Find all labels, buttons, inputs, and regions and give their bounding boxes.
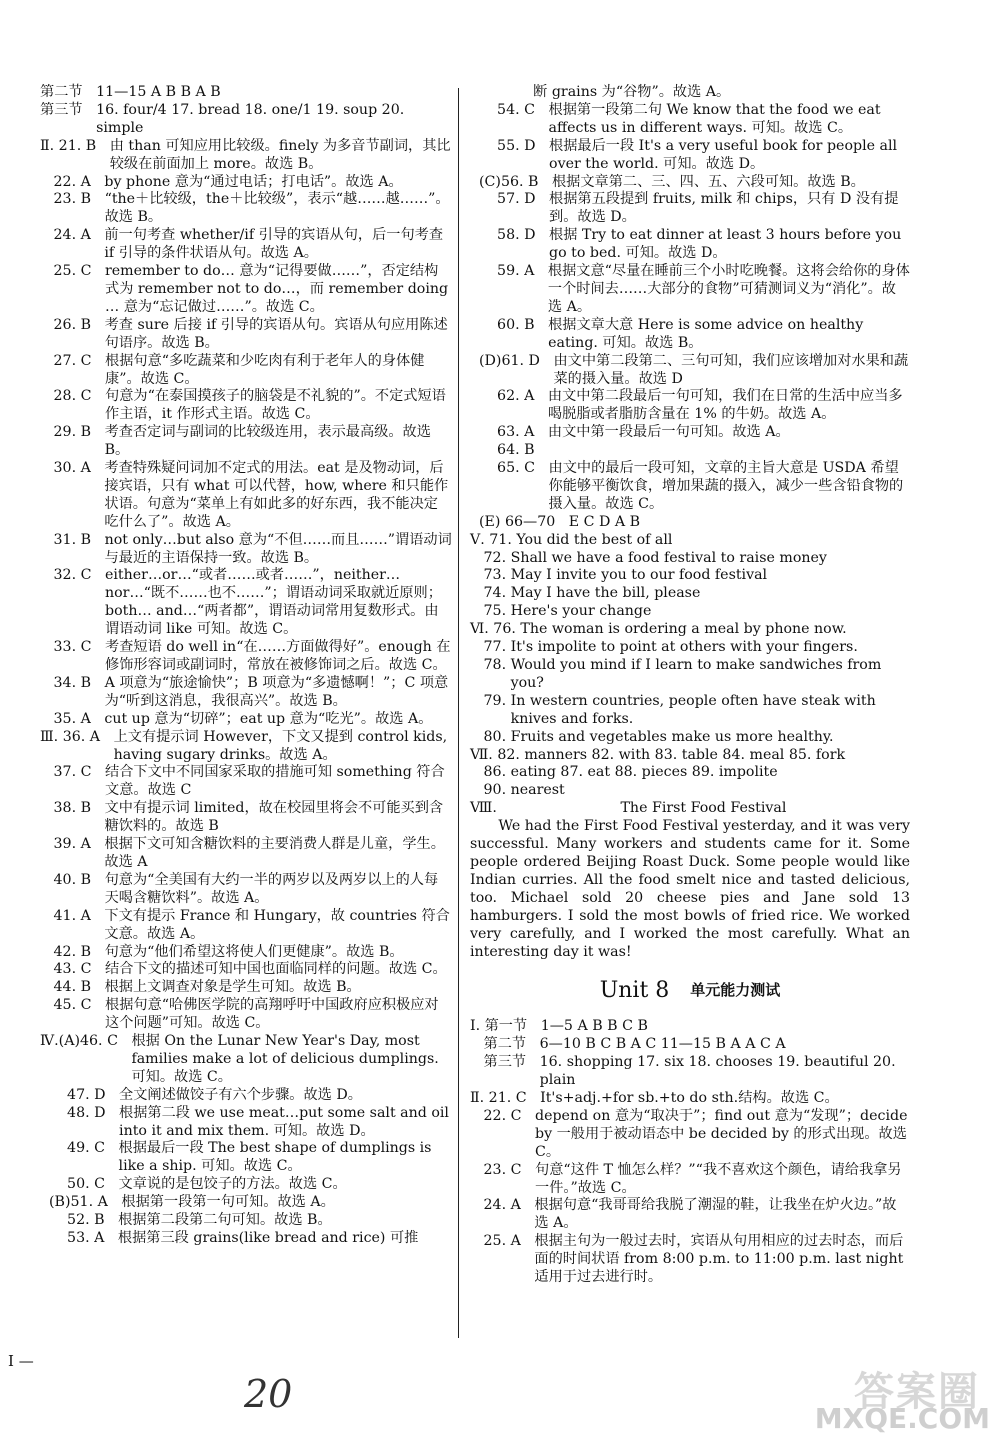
answer-number: 32. C <box>40 567 105 584</box>
answer-item <box>470 191 910 227</box>
answer-item <box>40 191 452 227</box>
answer-explanation: It's+adj.+for sb.+to do sth.结构。故选 C。 <box>540 1090 839 1107</box>
answer-item <box>470 442 910 460</box>
answer-number: 40. B <box>40 871 105 888</box>
answer-explanation: 根据句意“我哥哥给我脱了潮湿的鞋，让我坐在炉火边。”故选 A。 <box>534 1197 897 1232</box>
answer-number: 79. <box>470 692 511 709</box>
answer-explanation: 根据句意“哈佛医学院的高翔呼吁中国政府应积极应对这个问题”可知。故选 C。 <box>105 997 439 1032</box>
answer-explanation: cut up 意为“切碎”；eat up 意为“吃光”。故选 A。 <box>104 710 433 727</box>
answer-item <box>40 1230 452 1248</box>
answer-item <box>40 944 452 962</box>
answer-explanation: 根据文章大意 Here is some advice on healthy eating. 可知。故选 B。 <box>548 316 864 351</box>
answer-item <box>40 675 452 711</box>
answer-item <box>470 657 910 693</box>
answer-explanation: 根据句意“多吃蔬菜和少吃肉有利于老年人的身体健康”。故选 C。 <box>105 352 425 387</box>
answer-number: 57. D <box>470 191 550 208</box>
answer-explanation: 根据最后一段 It's a very useful book for people all over the world. 可知。故选 D。 <box>549 137 898 172</box>
answer-number: 47. D <box>40 1086 120 1103</box>
answer-number: 48. D <box>40 1104 120 1121</box>
answer-item <box>40 1087 452 1105</box>
answer-item <box>470 550 910 568</box>
essay-title: The First Food Festival <box>620 800 787 817</box>
answer-explanation: manners 82. with 83. table 84. meal 85. fork <box>524 746 846 763</box>
answer-number: Ⅱ. 21. C <box>470 1090 541 1107</box>
unit-name: Unit 8 <box>599 978 670 1004</box>
watermark <box>780 1360 990 1435</box>
answer-number: 65. C <box>470 460 549 477</box>
right-column <box>470 84 910 1287</box>
answer-item <box>40 1194 452 1212</box>
answer-number: 74. <box>470 585 511 602</box>
answer-number: 31. B <box>40 531 105 548</box>
answer-number: (B)51. A <box>40 1194 122 1211</box>
column-divider <box>458 88 459 1338</box>
answer-number: 44. B <box>40 979 105 996</box>
answer-number: 64. B <box>470 442 549 459</box>
answer-number: 33. C <box>40 639 105 656</box>
answer-item <box>40 353 452 389</box>
answer-item <box>40 800 452 836</box>
answer-explanation: remember to do… 意为“记得要做……”，否定结构式为 remember not to do…，而 remember doing … 意为“忘记做过……”。故选 C。 <box>105 263 449 315</box>
answer-number: 52. B <box>40 1212 119 1229</box>
answer-item <box>470 424 910 442</box>
answer-number: 72. <box>470 549 511 566</box>
answer-number: 34. B <box>40 674 105 691</box>
answer-item <box>470 1036 910 1054</box>
answer-item <box>40 908 452 944</box>
answer-explanation: 根据第一段第二句 We know that the food we eat affects us in different ways. 可知。故选 C。 <box>548 101 881 136</box>
answer-item <box>470 84 910 102</box>
answer-number: 24. A <box>470 1197 535 1214</box>
answer-item <box>470 263 910 317</box>
answer-item <box>470 1233 910 1287</box>
essay-body: We had the First Food Festival yesterday, and it was very successful. Many workers and students came for it. Some people ordered Beijing Roast Duck. Some people would like Indian curries. All the food smelt nice and tasted delicious, too. Michael sold 20 cheese pies and Jane sold 13 hamburgers. I sold the most bowls of fried rice. We worked very carefully, and I worked the most carefully. What an interesting day it was! <box>470 818 910 960</box>
answer-item <box>470 102 910 138</box>
answer-item <box>40 388 452 424</box>
answer-item <box>470 782 910 800</box>
answer-explanation: 文章说的是包饺子的方法。故选 C。 <box>118 1176 347 1193</box>
answer-item <box>40 979 452 997</box>
answer-number: 55. D <box>470 137 550 154</box>
answer-number: 54. C <box>470 101 549 118</box>
answer-item <box>470 460 910 514</box>
unit-heading <box>470 977 910 1004</box>
answer-item <box>40 567 452 639</box>
answer-explanation: 根据第一段第一句可知。故选 A。 <box>121 1194 335 1211</box>
answer-number: 23. C <box>470 1161 535 1178</box>
watermark-logo: 答案圈 <box>854 1369 980 1415</box>
answer-item <box>40 1033 452 1087</box>
answer-item <box>40 997 452 1033</box>
answer-explanation: 句意“这件 T 恤怎么样？”“我不喜欢这个颜色，请给我拿另一件。”故选 C。 <box>535 1161 902 1196</box>
answer-explanation: 根据第二段 we use meat…put some salt and oil into it and mix them. 可知。故选 D。 <box>119 1104 449 1139</box>
answer-explanation: 16. four/4 17. bread 18. one/1 19. soup 20. simple <box>96 101 405 136</box>
answer-explanation: 由文中的最后一段可知，文章的主旨大意是 USDA 希望你能够平衡饮食，增加果蔬的摄入，减少一些含铅食物的摄入量。故选 C。 <box>548 460 904 512</box>
answer-explanation: 前一句考查 whether/if 引导的宾语从句，后一句考查 if 引导的条件状语从句。故选 A。 <box>104 227 444 262</box>
answer-number: Ⅶ. 82. <box>470 746 525 763</box>
answer-number: Ⅳ.(A)46. C <box>40 1033 132 1050</box>
answer-item <box>40 424 452 460</box>
answer-item <box>470 603 910 621</box>
answer-explanation: It's impolite to point at others with your fingers. <box>510 639 858 656</box>
answer-number: (D)61. D <box>470 352 554 369</box>
answer-number <box>470 84 533 102</box>
answer-item <box>40 1176 452 1194</box>
answer-number: (C)56. B <box>470 173 552 190</box>
answer-number: 26. B <box>40 316 105 333</box>
answer-number: Ⅱ. 21. B <box>40 137 110 154</box>
answer-explanation: 6—10 B C B A C 11—15 B A A C A <box>539 1036 786 1053</box>
answer-number: Ⅰ. 第一节 <box>470 1018 541 1035</box>
answer-number: 25. A <box>470 1233 535 1250</box>
answer-explanation: 结合下文的描述可知中国也面临同样的问题。故选 C。 <box>105 961 447 978</box>
answer-number: 第三节 <box>470 1054 540 1071</box>
answer-number: 77. <box>470 639 511 656</box>
answer-explanation: E C D A B <box>568 513 641 530</box>
answer-item <box>40 174 452 192</box>
answer-explanation: 由 than 可知应用比较级。finely 为多音节副词，其比较级在前面加上 more。故选 B。 <box>109 137 451 172</box>
answer-item <box>470 585 910 603</box>
answer-number: 38. B <box>40 800 105 817</box>
answer-item <box>470 174 910 192</box>
answer-explanation: 下文有提示 France 和 Hungary，故 countries 符合文意。故选 A。 <box>104 907 450 942</box>
answer-item <box>470 317 910 353</box>
answer-explanation: 由文中第二段最后一句可知，我们在日常的生活中应当多喝脱脂或者脂肪含量在 1% 的牛奶。故选 A。 <box>547 388 903 423</box>
answer-number: 53. A <box>40 1230 118 1246</box>
answer-explanation: 文中有提示词 limited，故在校园里将会不可能买到含糖饮料的。故选 B <box>104 800 444 835</box>
answer-explanation: Would you mind if I learn to make sandwiches from you? <box>510 657 882 691</box>
watermark-url: MXQE.COM <box>814 1402 990 1435</box>
answer-item <box>40 227 452 263</box>
unit-subtitle: 单元能力测试 <box>690 981 781 1000</box>
answer-explanation: 根据文意“尽量在睡前三个小时吃晚餐。这将会给你的身体一个时间去……大部分的食物”可猜测词义为“消化”。故选 A。 <box>547 263 910 315</box>
answer-number: 27. C <box>40 352 105 369</box>
answer-explanation: “the＋比较级，the＋比较级”，表示“越……越……”。故选 B。 <box>104 191 450 226</box>
answer-item <box>40 317 452 353</box>
answer-item <box>40 84 452 102</box>
answer-explanation: nearest <box>510 782 565 799</box>
answer-item <box>40 961 452 979</box>
answer-explanation: 考查否定词与副词的比较级连用，表示最高级。故选 B。 <box>104 424 431 459</box>
answer-item <box>40 1212 452 1230</box>
essay-section-label: Ⅷ. <box>470 800 497 817</box>
answer-explanation: 由文中第一段最后一句可知。故选 A。 <box>547 424 790 441</box>
answer-explanation: 上文有提示词 However，下文又提到 control kids, having sugary drinks。故选 A。 <box>113 728 448 763</box>
answer-item <box>470 621 910 639</box>
answer-explanation: 结合下文中不同国家采取的措施可知 something 符合文意。故选 C <box>105 764 445 799</box>
answer-explanation: Shall we have a food festival to raise money <box>510 549 827 566</box>
answer-number: 49. C <box>40 1140 119 1157</box>
answer-explanation: In western countries, people often have steak with knives and forks. <box>510 692 876 727</box>
answer-explanation: 根据上文调查对象是学生可知。故选 B。 <box>104 979 361 996</box>
answer-item <box>470 514 910 532</box>
answer-explanation: 根据主句为一般过去时，宾语从句用相应的过去时态，而后面的时间状语 from 8:00 p.m. to 11:00 p.m. last night 适用于过去进行时。 <box>534 1233 904 1286</box>
answer-number: 75. <box>470 603 511 620</box>
answer-number: 25. C <box>40 263 105 280</box>
answer-explanation: 考查特殊疑问词加不定式的用法。eat 是及物动词，后接宾语，只有 what 可以代替，how, where 和只能作状语。句意为“菜单上有如此多的好东西，我不能决定吃什么了”。故选 A。 <box>104 460 449 530</box>
answer-number: 22. A <box>40 173 105 190</box>
answer-item <box>470 532 910 550</box>
answer-number: 39. A <box>40 836 105 853</box>
answer-number: Ⅴ. 71. <box>470 531 517 548</box>
answer-item <box>470 1108 910 1162</box>
answer-explanation: 句意为“全美国有大约一半的两岁以及两岁以上的人每天喝含糖饮料”。故选 A。 <box>104 871 439 906</box>
answer-explanation: May I have the bill, please <box>510 585 701 602</box>
answer-item <box>40 764 452 800</box>
answer-item <box>40 836 452 872</box>
answer-number: 45. C <box>40 997 105 1014</box>
answer-item <box>40 729 452 765</box>
answer-number: 90. <box>470 782 511 799</box>
answer-explanation: 由文中第二段第二、三句可知，我们应该增加对水果和蔬菜的摄入量。故选 D <box>553 352 909 387</box>
answer-explanation: depend on 意为“取决于”；find out 意为“发现”；decide by 一般用于被动语态中 be decided by 的形式出现。故选 C。 <box>535 1107 908 1160</box>
answer-item <box>470 747 910 765</box>
answer-number: 59. A <box>470 263 548 280</box>
answer-number: 第三节 <box>40 101 97 118</box>
answer-explanation: 句意为“在泰国摸孩子的脑袋是不礼貌的”。不定式短语作主语，it 作形式主语。故选 C。 <box>105 388 446 423</box>
answer-number: 22. C <box>470 1107 535 1124</box>
answer-number: 80. <box>470 728 511 745</box>
answer-number: 第二节 <box>470 1036 540 1053</box>
answer-item <box>40 639 452 675</box>
answer-number: 86. <box>470 764 511 781</box>
answer-number: 35. A <box>40 710 105 727</box>
answer-explanation: either…or…“或者……或者……”，neither…nor…“既不……也不……”；谓语动词采取就近原则；both… and…“两者都”，谓语动词常用复数形式。由谓语动词 like 可知。故选 C。 <box>105 567 442 638</box>
answer-item <box>470 693 910 729</box>
left-column <box>40 84 452 1248</box>
answer-item <box>470 639 910 657</box>
answer-explanation: 根据第二段第二句可知。故选 B。 <box>118 1212 332 1229</box>
answer-explanation: 考查 sure 后接 if 引导的宾语从句。宾语从句应用陈述句语序。故选 B。 <box>104 316 448 351</box>
answer-explanation: 11—15 A B B A B <box>96 84 221 100</box>
answer-number: 60. B <box>470 316 549 333</box>
answer-explanation: 根据文章第二、三、四、五、六段可知。故选 B。 <box>551 173 865 190</box>
answer-explanation: The woman is ordering a meal by phone now. <box>520 621 847 638</box>
handwritten-mark: 20 <box>244 1372 293 1416</box>
answer-explanation: 16. shopping 17. six 18. chooses 19. beautiful 20. plain <box>539 1054 896 1089</box>
answer-number: 78. <box>470 657 511 673</box>
answer-explanation: You did the best of all <box>516 531 673 548</box>
answer-explanation: 根据第三段 grains(like bread and rice) 可推 <box>117 1230 419 1246</box>
answer-item <box>470 1090 910 1108</box>
answer-item <box>470 138 910 174</box>
answer-item <box>40 711 452 729</box>
answer-item <box>40 460 452 532</box>
answer-number: 30. A <box>40 460 105 477</box>
answer-item <box>470 227 910 263</box>
answer-explanation: by phone 意为“通过电话；打电话”。故选 A。 <box>104 173 403 190</box>
answer-item <box>470 1018 910 1036</box>
answer-explanation: 根据第五段提到 fruits, milk 和 chips，只有 D 没有提到。故选 D。 <box>549 191 899 226</box>
answer-number: 58. D <box>470 227 550 244</box>
answer-item <box>40 138 452 174</box>
answer-explanation: 全文阐述做饺子有六个步骤。故选 D。 <box>119 1086 362 1103</box>
answer-number: 23. B <box>40 191 105 208</box>
answer-explanation: Here's your change <box>510 603 652 620</box>
answer-explanation: 根据下文可知含糖饮料的主要消费人群是儿童，学生。故选 A <box>104 836 445 870</box>
answer-number: 42. B <box>40 943 105 960</box>
unit8-answers <box>470 1018 910 1287</box>
answer-number: Ⅵ. 76. <box>470 621 521 638</box>
answer-number: (E) 66—70 <box>470 513 569 530</box>
answer-explanation: 根据 Try to eat dinner at least 3 hours before you go to bed. 可知。故选 D。 <box>549 227 902 262</box>
answer-item <box>470 1162 910 1198</box>
answer-explanation: 根据最后一段 The best shape of dumplings is like a ship. 可知。故选 C。 <box>118 1140 432 1175</box>
answer-explanation: 根据 On the Lunar New Year's Day, most families make a lot of delicious dumplings. 可知。故选 C。 <box>131 1033 439 1085</box>
answer-number: Ⅲ. 36. A <box>40 728 114 745</box>
answer-explanation: A 项意为“旅途愉快”；B 项意为“多遗憾啊！”；C 项意为“听到这消息，我很高兴”。故选 B。 <box>104 674 449 709</box>
answer-number: 43. C <box>40 961 105 978</box>
answer-item <box>470 567 910 585</box>
answer-explanation: 1—5 A B B C B <box>540 1018 648 1035</box>
answer-item <box>40 872 452 908</box>
answer-explanation: 考查短语 do well in“在……方面做得好”。enough 在修饰形容词或副词时，常放在被修饰词之后。故选 C。 <box>105 639 451 673</box>
answer-number: 28. C <box>40 388 105 405</box>
answer-explanation: Fruits and vegetables make us more healthy. <box>510 728 834 745</box>
answer-item <box>470 1197 910 1233</box>
answer-number: 29. B <box>40 424 105 441</box>
answer-item <box>470 388 910 424</box>
page-number: I — <box>8 1352 34 1370</box>
answer-explanation: 断 grains 为“谷物”。故选 A。 <box>533 84 731 100</box>
answer-explanation: eating 87. eat 88. pieces 89. impolite <box>510 764 778 781</box>
answer-explanation: May I invite you to our food festival <box>510 567 768 584</box>
answer-item <box>470 1054 910 1090</box>
answer-item <box>40 263 452 317</box>
answer-number: 41. A <box>40 907 105 924</box>
answer-item <box>40 532 452 568</box>
answer-item <box>40 1105 452 1141</box>
essay-section <box>470 800 910 961</box>
answer-item <box>40 102 452 138</box>
answer-item <box>470 764 910 782</box>
answer-item <box>470 729 910 747</box>
answer-explanation: 句意为“他们希望这将使人们更健康”。故选 B。 <box>104 943 404 960</box>
answer-number: 37. C <box>40 764 105 781</box>
answers-continued <box>470 84 910 800</box>
answer-item <box>40 1140 452 1176</box>
answer-number: 50. C <box>40 1176 119 1193</box>
answer-number: 73. <box>470 567 511 584</box>
answer-explanation: not only…but also 意为“不但……而且……”谓语动词与最近的主语保持一致。故选 B。 <box>104 531 452 566</box>
answer-number: 63. A <box>470 424 548 441</box>
answer-number: 第二节 <box>40 84 97 100</box>
answer-number: 62. A <box>470 388 548 405</box>
answer-item <box>470 353 910 389</box>
answer-number: 24. A <box>40 227 105 244</box>
